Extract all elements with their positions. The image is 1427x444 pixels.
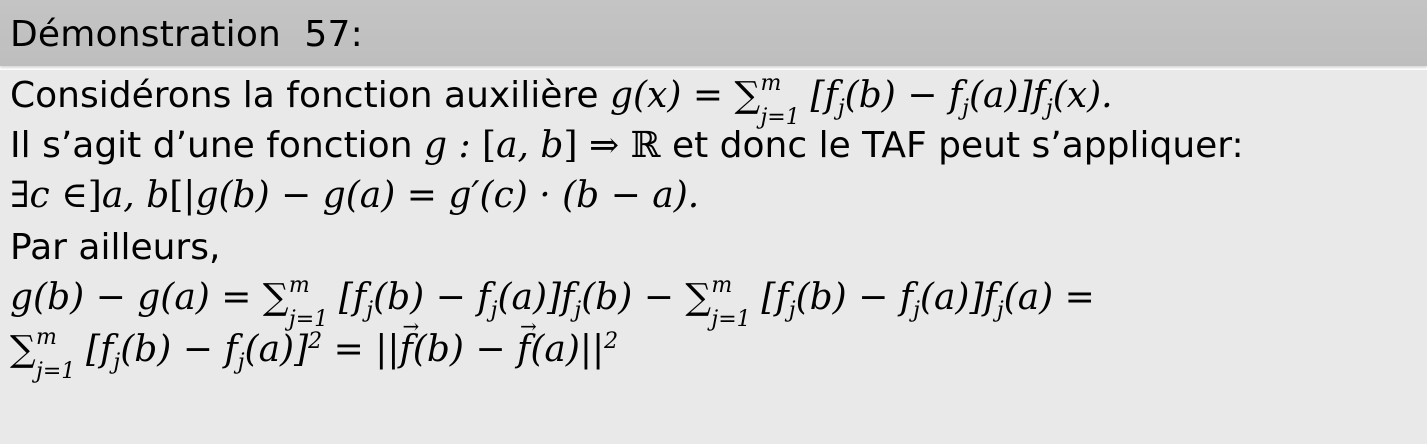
sum-symbol: ∑ m j=1 [262,273,329,332]
block-header [0,0,1427,66]
formula-norm-squared: ∑ m j=1 $[f_j(b) - f_j(a)]^2$ = ||→ f(b) − → $f(a)||^2$ [10,329,618,370]
proof-line-1 [10,71,1113,130]
proof-line-5 [10,273,1095,332]
sum-symbol: ∑ m j=1 [734,71,800,130]
proof-line-6 [10,325,619,384]
proof-line-2-text-b: et donc le TAF peut s’appliquer: [660,125,1244,166]
proof-line-2 [10,126,1244,166]
formula-auxiliary-function: g(x) = ∑ m j=1 $[f_j(b) - f_j(a)]f_j(x)$. [609,71,1113,130]
formula-mean-value: ∃c ∈]a, b[|g(b) − g(a) = g′(c) · (b − a). [10,175,700,216]
proof-line-2-text-a: Il s’agit d’une fonction [10,125,424,166]
formula-function-domain: g : [a, b] ⇒ ℝ [423,125,661,166]
proof-line-1-text: Considérons la fonction auxilière [10,75,610,116]
block-body [0,70,1427,444]
proof-line-4 [10,228,220,268]
sum-symbol: ∑ m j=1 [10,325,76,384]
block-title: Démonstration 57: [10,14,363,55]
proof-line-3 [10,176,699,216]
proof-line-4-text: Par ailleurs, [10,227,221,268]
sum-symbol: ∑ m j=1 [685,273,751,332]
formula-difference-expansion: g(b) − g(a) = ∑ m j=1 $[f_j(b) - f_j(a)]f_j(b)$ − ∑ m j=1 $[f_j(b) - f_j(a)]f_j(a)$ = [10,273,1095,332]
